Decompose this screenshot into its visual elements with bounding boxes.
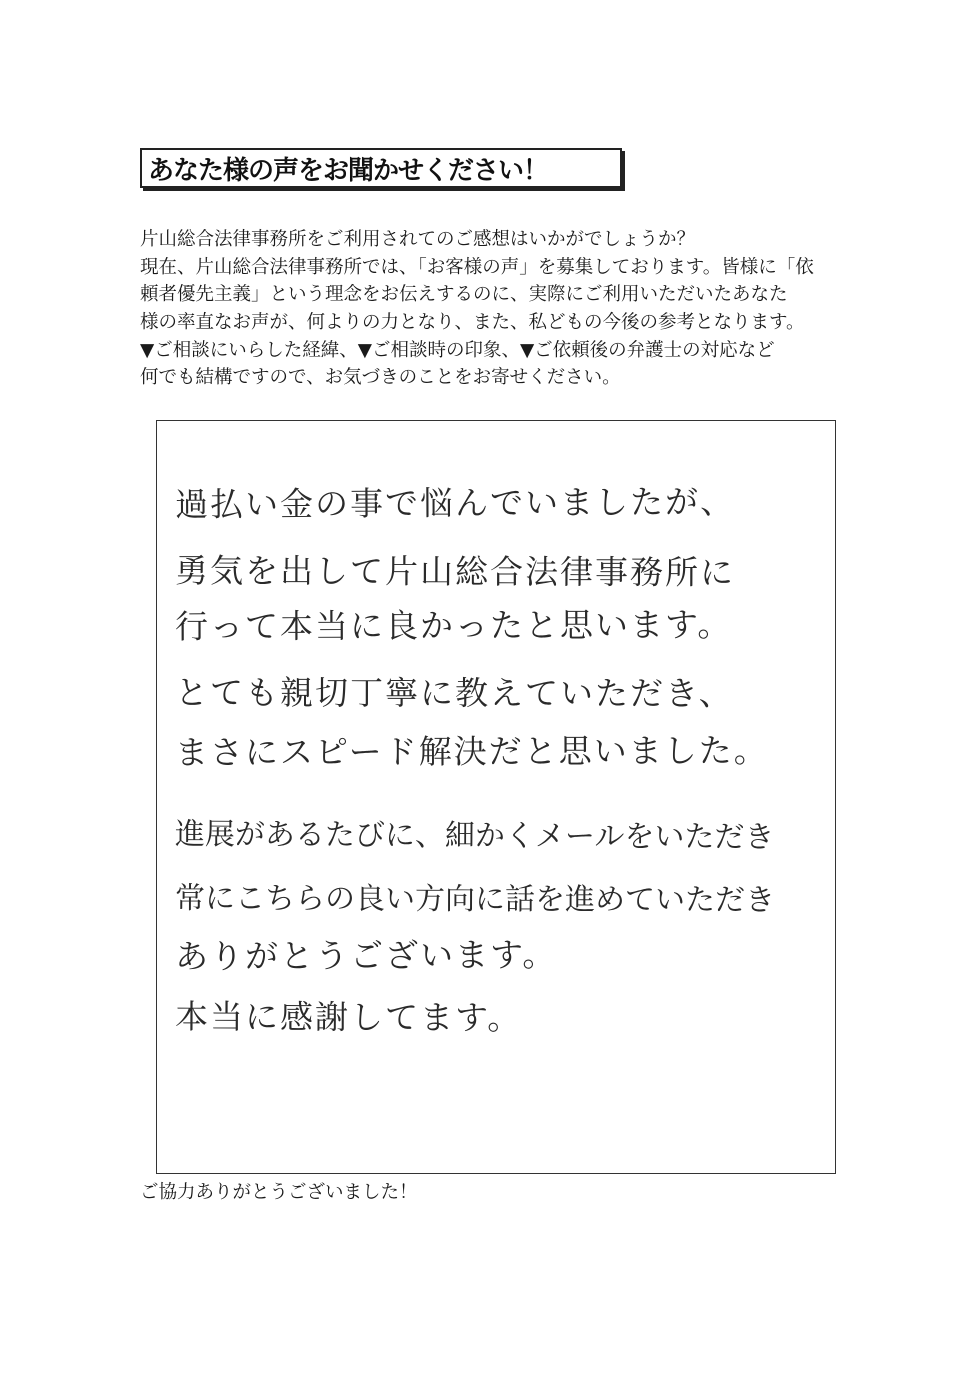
intro-line: 頼者優先主義」という理念をお伝えするのに、実際にご利用いただいたあなた	[140, 284, 788, 306]
form-title-box	[140, 148, 622, 188]
intro-line: 何でも結構ですので、お気づきのことをお寄せください。	[140, 367, 621, 389]
intro-line: 現在、片山総合法律事務所では、「お客様の声」を募集しております。皆様に「依	[140, 256, 814, 278]
handwritten-line: 勇気を出して片山総合法律事務所に	[174, 551, 736, 592]
handwritten-line: 常にこちらの良い方向に話を進めていただき	[174, 881, 776, 919]
handwritten-line: 行って本当に良かったと思います。	[174, 605, 733, 646]
handwritten-answer-box	[156, 420, 836, 1174]
form-title: あなた様の声をお聞かせください！	[148, 155, 549, 186]
intro-line: 片山総合法律事務所をご利用されてのご感想はいかがでしょうか？	[140, 229, 696, 250]
handwritten-line: まさにスピード解決だと思いました。	[174, 730, 769, 772]
handwritten-line: 本当に感謝してます。	[174, 997, 523, 1038]
intro-line: ▼ご相談にいらした経緯、▼ご相談時の印象、▼ご依頼後の弁護士の対応など	[140, 339, 775, 361]
closing-thanks: ご協力ありがとうございました！	[140, 1182, 418, 1203]
handwritten-line: 過払い金の事で悩んでいましたが、	[174, 482, 736, 524]
intro-line: 様の率直なお声が、何よりの力となり、また、私どもの今後の参考となります。	[140, 312, 805, 334]
handwritten-line: 進展があるたびに、細かくメールをいただき	[174, 817, 775, 856]
handwritten-line: ありがとうございます。	[174, 934, 558, 976]
handwritten-line: とても親切丁寧に教えていただき、	[174, 673, 734, 713]
intro-paragraph	[140, 226, 860, 392]
